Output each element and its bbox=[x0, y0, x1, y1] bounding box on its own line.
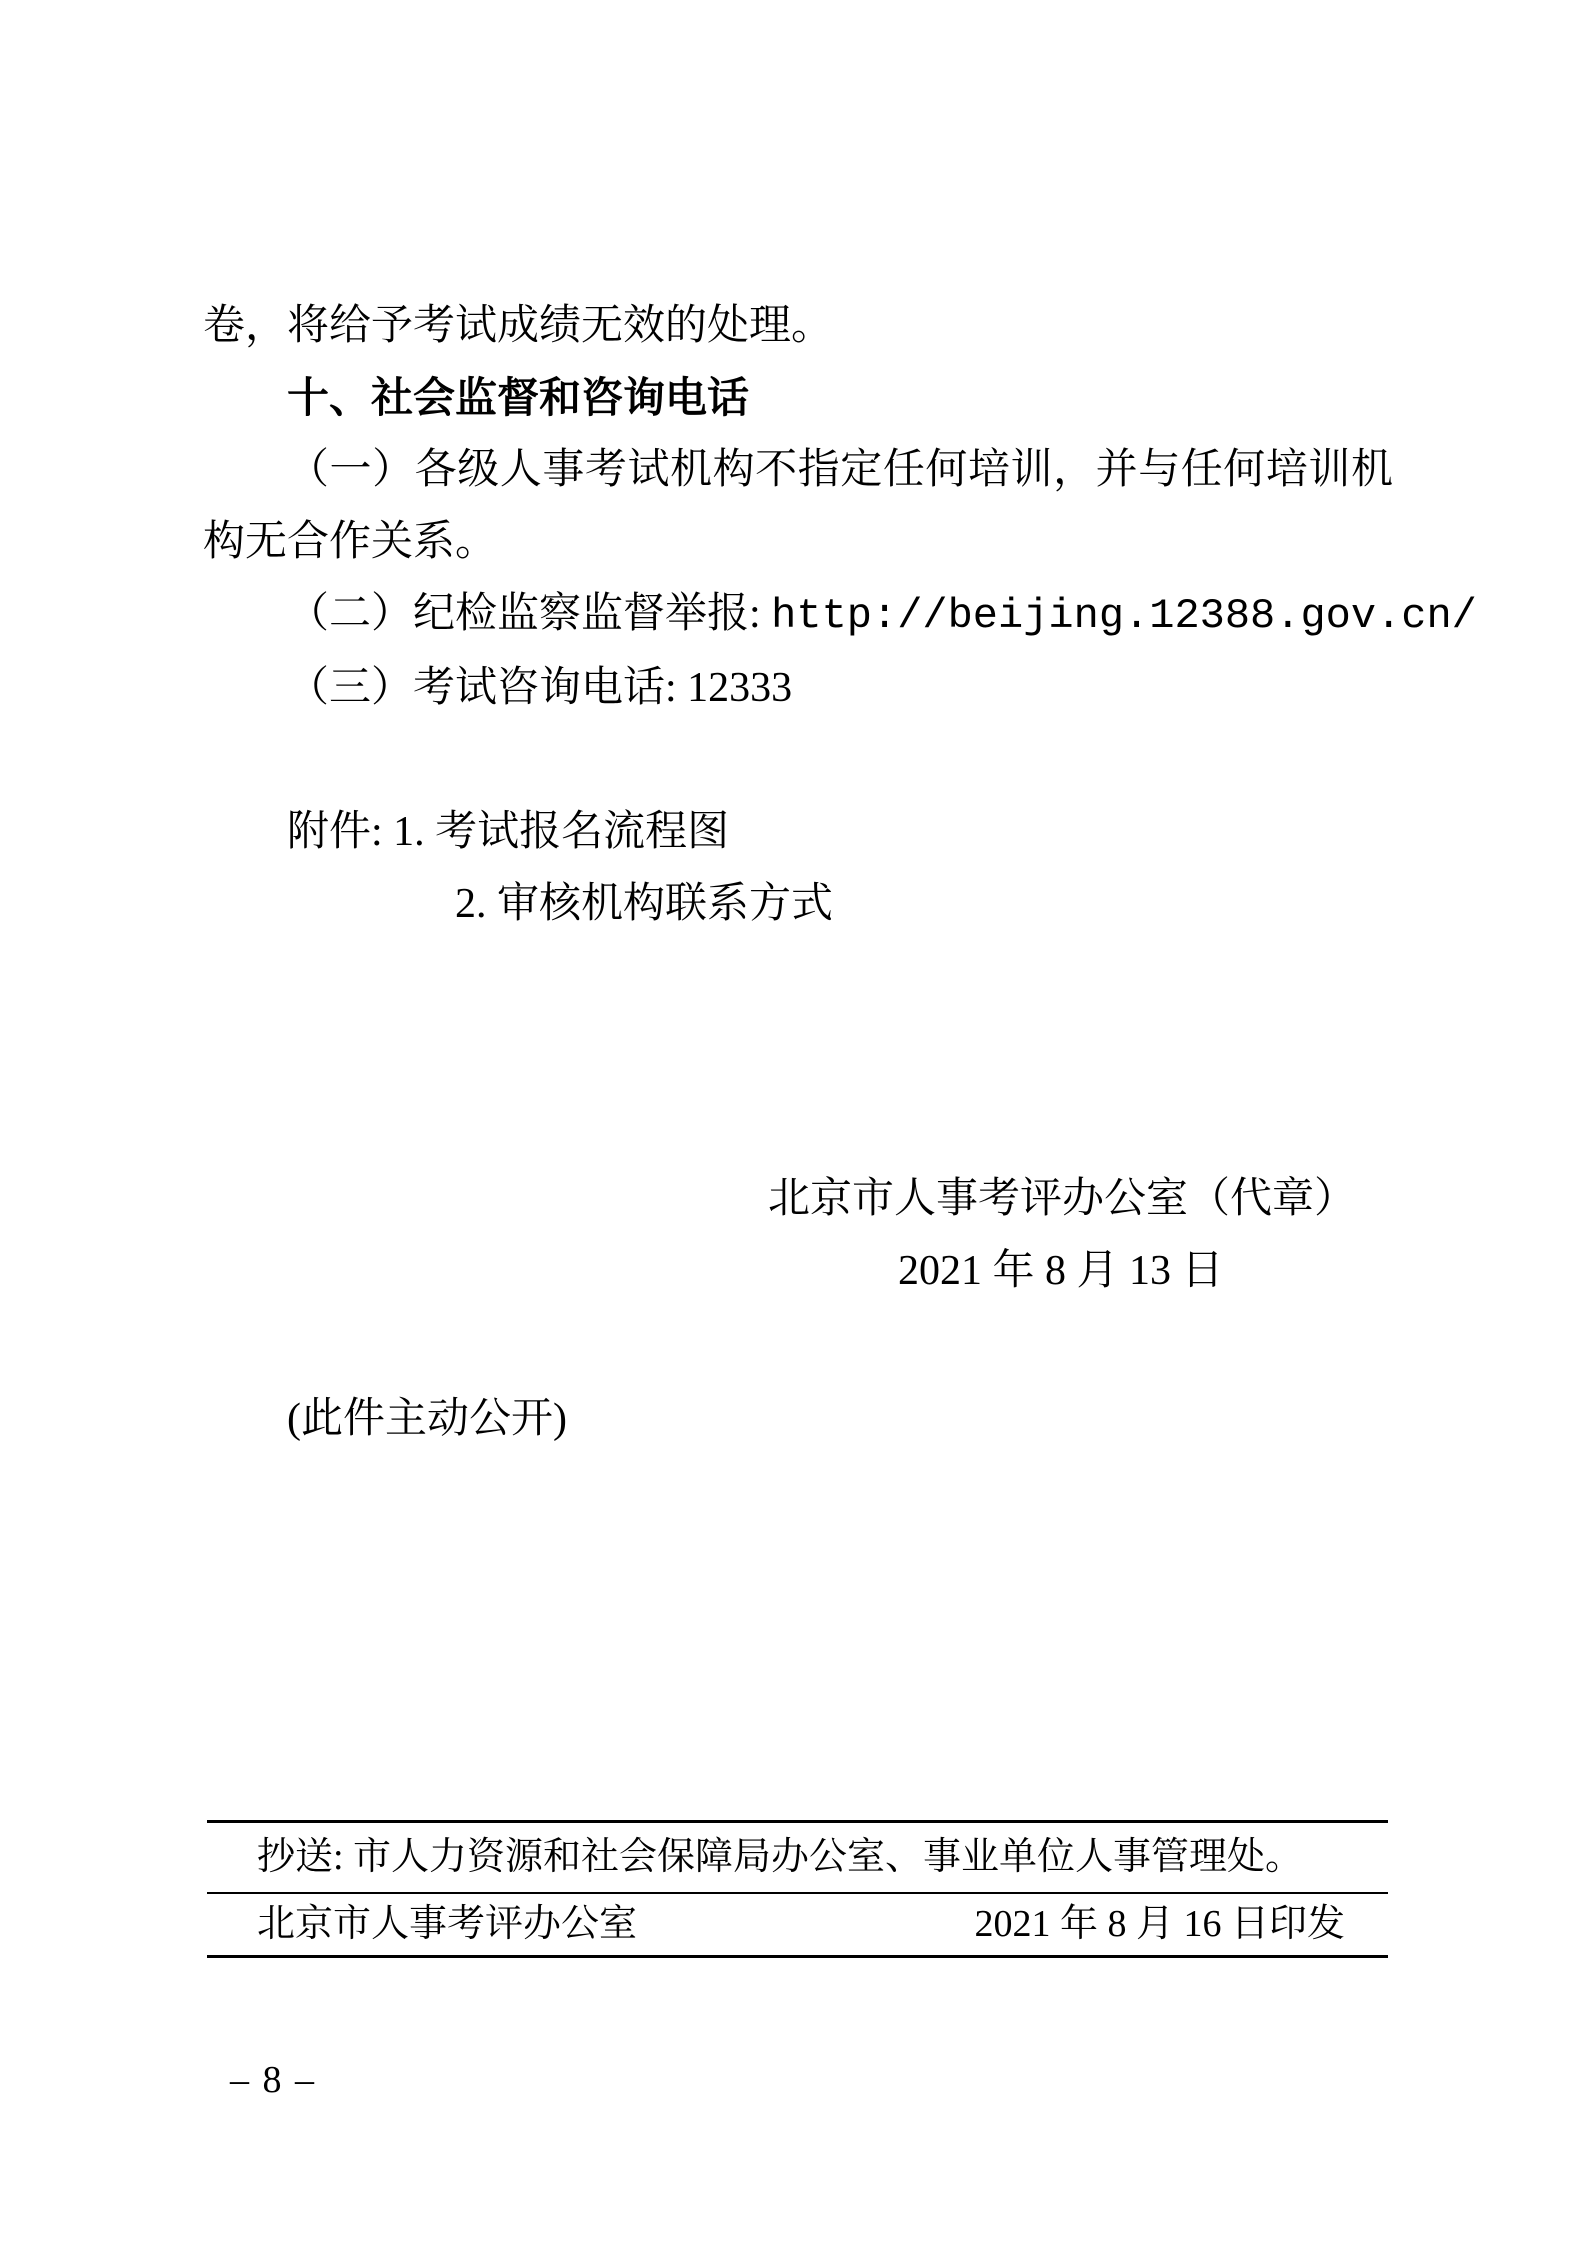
imprint-rule-bottom bbox=[207, 1955, 1388, 1958]
body-item-2-label: （二）纪检监察监督举报: bbox=[287, 591, 772, 637]
page-number: – 8 – bbox=[230, 2059, 316, 2101]
issuing-office: 北京市人事考评办公室 bbox=[257, 1903, 638, 1945]
document-body bbox=[203, 290, 1477, 940]
disclosure-note: (此件主动公开) bbox=[287, 1396, 567, 1442]
imprint-issue-row bbox=[207, 1894, 1388, 1955]
signature-date: 2021 年 8 月 13 日 bbox=[898, 1248, 1224, 1294]
body-item-3: （三）考试咨询电话: 12333 bbox=[287, 665, 793, 711]
cc-line: 抄送: 市人力资源和社会保障局办公室、事业单位人事管理处。 bbox=[257, 1836, 1304, 1878]
body-item-2 bbox=[203, 578, 1477, 652]
body-continuation-line: 卷，将给予考试成绩无效的处理。 bbox=[203, 303, 834, 349]
signature-block bbox=[768, 1163, 1356, 1307]
print-date: 2021 年 8 月 16 日印发 bbox=[974, 1903, 1345, 1945]
blank-line bbox=[203, 724, 1393, 796]
imprint-block bbox=[207, 1820, 1388, 1958]
body-item-1: （一）各级人事考试机构不指定任何培训，并与任何培训机构无合作关系。 bbox=[203, 447, 1393, 565]
section-heading: 十、社会监督和咨询电话 bbox=[287, 374, 750, 421]
attachment-line-2: 2. 审核机构联系方式 bbox=[455, 881, 834, 927]
attachment-line-1: 附件: 1. 考试报名流程图 bbox=[287, 809, 730, 855]
report-url: http://beijing.12388.gov.cn/ bbox=[771, 592, 1477, 640]
signature-organization: 北京市人事考评办公室（代章） bbox=[768, 1176, 1357, 1222]
